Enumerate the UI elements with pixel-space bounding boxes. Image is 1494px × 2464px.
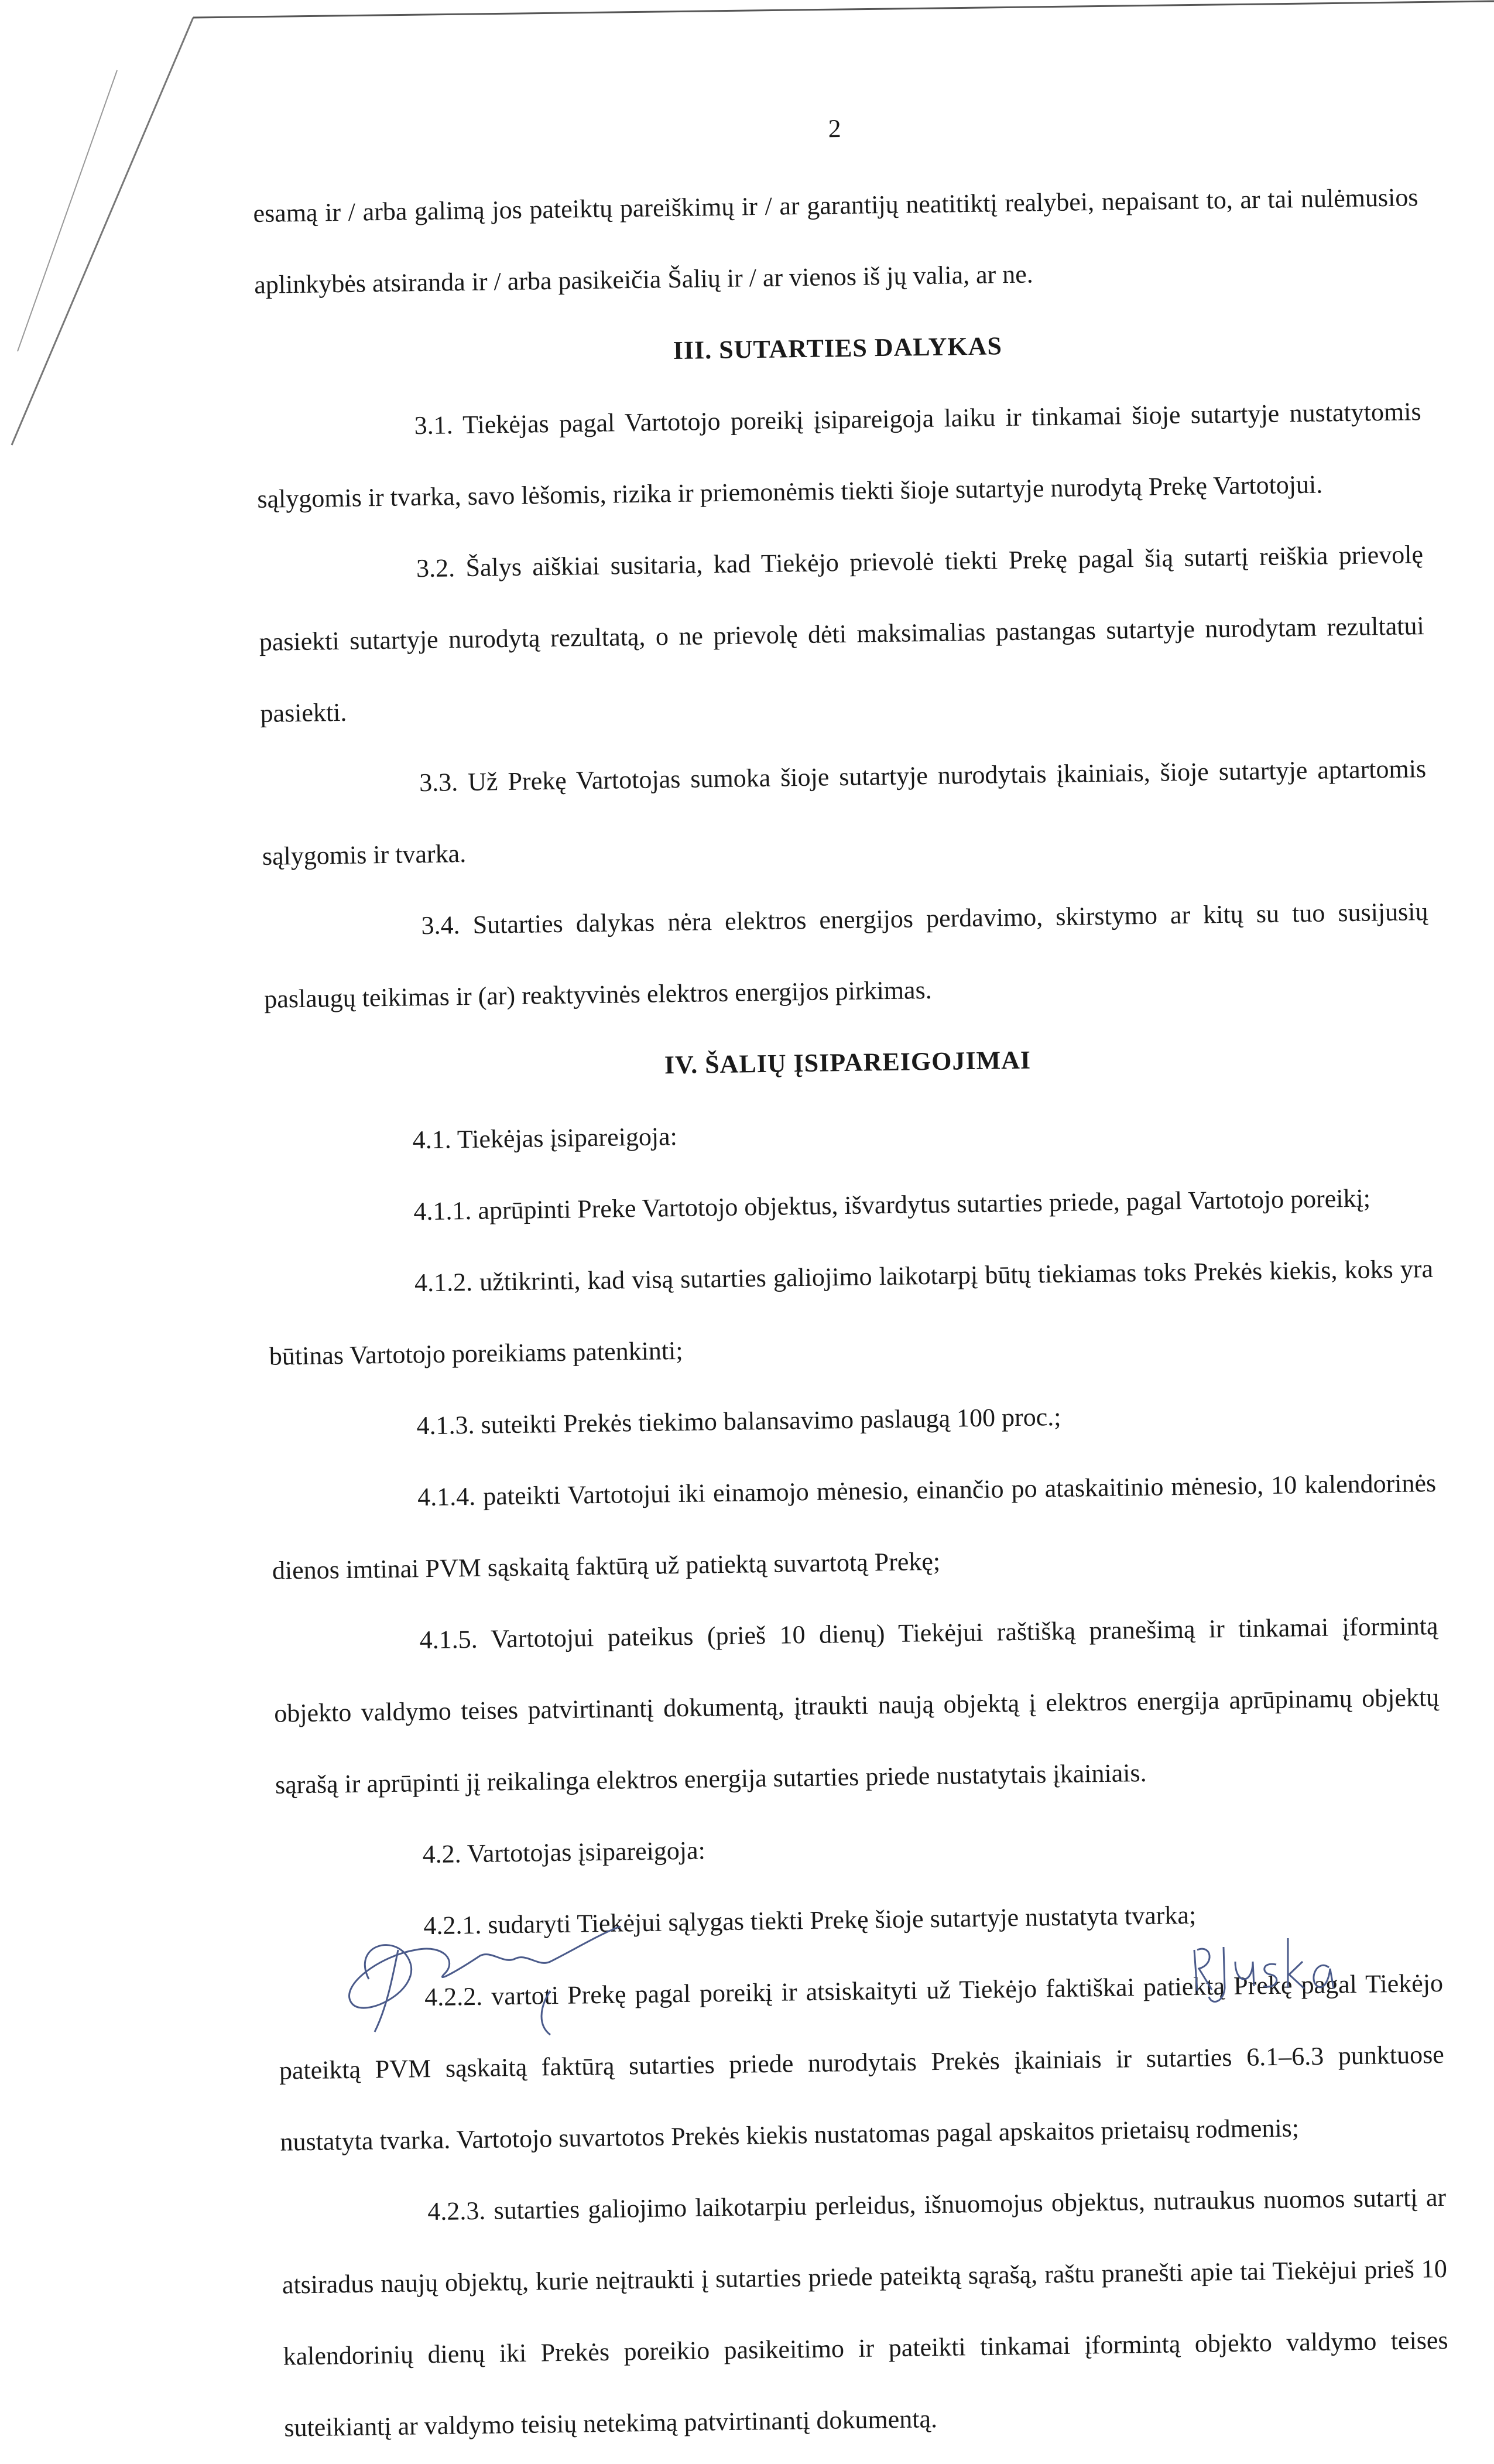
clause-4-2-2: 4.2.2. vartoti Prekę pagal poreikį ir atsiskaityti už Tiekėjo faktiškai patiektą Prekę pagal Tiekėjo pateiktą PVM sąskaitą faktūrą sutarties priede nurodytais Prekės įkainiais ir sutarties 6.1–6.3 punktuose nustatyta tvarka. Vartotojo suvartotos Prekės kiekis nustatomas pagal apskaitos prietaisų rodmenis; bbox=[279, 1968, 1445, 2157]
clause-4-2-1: 4.2.1. sudaryti Tiekėjui sąlygas tiekti Prekę šioje sutartyje nustatyta tvarka; bbox=[423, 1900, 1197, 1941]
section-heading-iv: IV. ŠALIŲ ĮSIPAREIGOJIMAI bbox=[664, 1045, 1032, 1080]
clause-4-2-3: 4.2.3. sutarties galiojimo laikotarpiu perleidus, išnuomojus objektus, nutraukus nuomos sutartį ar atsiradus naujų objektų, kurie neįtraukti į sutarties priede pateiktą sąrašą, raštu pranešti apie tai Tiekėjui prieš 10 kalendorinių dienų iki Prekės poreikio pasikeitimo ir pateikti tinkamai įformintą objekto valdymo teises suteikiantį ar valdymo teisių netekimą patvirtinantį dokumentą. bbox=[282, 2182, 1448, 2442]
signature-right bbox=[1188, 1932, 1341, 2014]
clause-3-2: 3.2. Šalys aiškiai susitaria, kad Tiekėjo prievolė tiekti Prekę pagal šią sutartį reiškia prievolę pasiekti sutartyje nurodytą rezultatą, o ne prievolę dėti maksimalias pastangas sutartyje nurodytam rezultatui pasiekti. bbox=[259, 540, 1424, 728]
clause-4-1-2: 4.1.2. užtikrinti, kad visą sutarties galiojimo laikotarpį būtų tiekiamas toks Prekės kiekis, koks yra būtinas Vartotojo poreikiams patenkinti; bbox=[269, 1254, 1434, 1371]
clause-4-1-5: 4.1.5. Vartotojui pateikus (prieš 10 dienų) Tiekėjui raštišką pranešimą ir tinkamai įformintą objekto valdymo teises patvirtinantį dokumentą, įtraukti naują objektą į elektros energija aprūpinamų objektų sąrašą ir aprūpinti jį reikalinga elektros energija sutarties priede nustatytais įkainiais. bbox=[274, 1611, 1440, 1799]
paragraph-continuation: esamą ir / arba galimą jos pateiktų pareiškimų ir / ar garantijų neatitiktį realybei, nepaisant to, ar tai nulėmusios aplinkybės atsiranda ir / arba pasikeičia Šalių ir / ar vienos iš jų valia, ar ne. bbox=[253, 183, 1418, 299]
section-heading-iii: III. SUTARTIES DALYKAS bbox=[673, 331, 1003, 365]
clause-4-2: 4.2. Vartotojas įsipareigoja: bbox=[422, 1836, 706, 1869]
signature-left bbox=[328, 1909, 632, 2044]
document-page bbox=[252, 89, 1450, 2463]
clause-4-1-1: 4.1.1. aprūpinti Preke Vartotojo objektus, išvardytus sutarties priede, pagal Vartotojo poreikį; bbox=[413, 1183, 1371, 1226]
clause-3-4: 3.4. Sutarties dalykas nėra elektros energijos perdavimo, skirstymo ar kitų su tuo susijusių paslaugų teikimas ir (ar) reaktyvinės elektros energijos pirkimas. bbox=[263, 897, 1428, 1014]
clause-4-1-3: 4.1.3. suteikti Prekės tiekimo balansavimo paslaugą 100 proc.; bbox=[416, 1402, 1061, 1440]
clause-3-1: 3.1. Tiekėjas pagal Vartotojo poreikį įsipareigoja laiku ir tinkamai šioje sutartyje nustatytomis sąlygomis ir tvarka, savo lėšomis, rizika ir priemonėmis tiekti šioje sutartyje nurodytą Prekę Vartotojui. bbox=[257, 397, 1421, 514]
clause-3-3: 3.3. Už Prekę Vartotojas sumoka šioje sutartyje nurodytais įkainiais, šioje sutartyje aptartomis sąlygomis ir tvarka. bbox=[262, 754, 1427, 871]
clause-4-1-4: 4.1.4. pateikti Vartotojui iki einamojo mėnesio, einančio po ataskaitinio mėnesio, 10 kalendorinės dienos imtinai PVM sąskaitą faktūrą už patiektą suvartotą Prekę; bbox=[272, 1468, 1437, 1585]
clause-4-1: 4.1. Tiekėjas įsipareigoja: bbox=[412, 1122, 678, 1155]
page-number: 2 bbox=[828, 114, 841, 143]
